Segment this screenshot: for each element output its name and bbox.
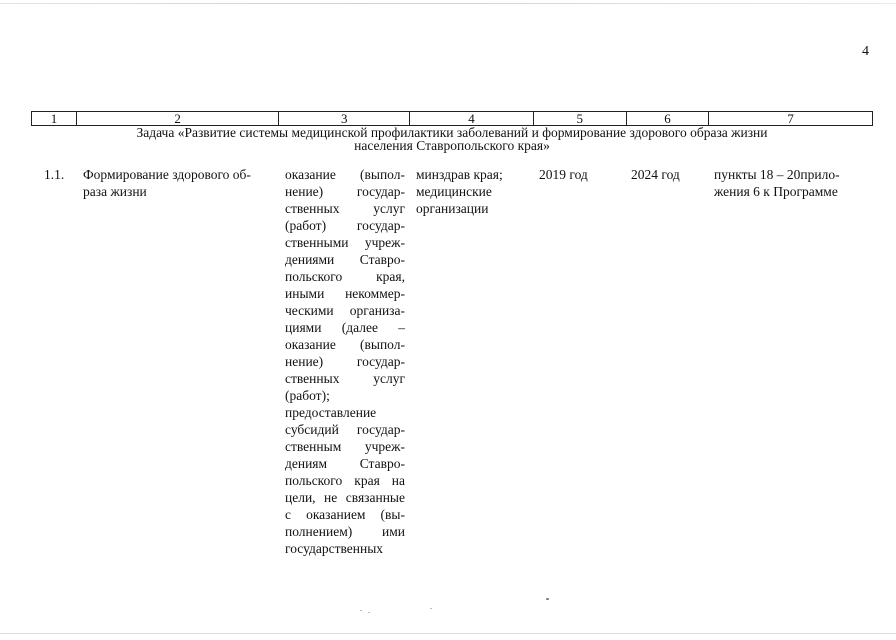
row-executor [416,166,520,217]
scan-speck [368,612,370,613]
header-cell-5: 5 [534,112,627,125]
row-name [83,166,275,200]
task-title-line-2: населения Ставропольского края» [354,138,550,153]
reference-line: пункты 18 – 20прило- [714,167,840,182]
description-line: оказание (выпол- [285,167,405,182]
row-description [285,166,405,557]
description-line: дениями Ставро- [285,252,405,267]
row-number: 1.1. [44,167,65,182]
scan-speck [360,610,362,611]
description-line: оказание (выпол- [285,337,405,352]
scan-speck [546,598,549,600]
description-line: иными некоммер- [285,286,405,301]
description-line: нение) государ- [285,184,405,199]
description-line: ственным учреж- [285,439,405,454]
description-line: субсидий государ- [285,422,405,437]
header-cell-3: 3 [279,112,410,125]
task-title [31,126,873,152]
description-line: ственных услуг [285,371,405,386]
row-name-line: Формирование здорового об- [83,167,251,182]
row-start-year: 2019 год [539,167,588,182]
description-line: цели, не связанные [285,490,405,505]
header-cell-6: 6 [627,112,710,125]
header-cell-1: 1 [32,112,77,125]
page-number: 4 [862,44,869,59]
scan-speck [430,608,432,609]
executor-line: медицинские [416,184,492,199]
scan-bottom-edge [0,633,896,634]
header-cell-7: 7 [787,111,794,126]
header-cell-2: 2 [77,112,280,125]
scan-top-edge [0,3,896,4]
description-line: циями (далее – [285,320,405,335]
description-line: дениям Ставро- [285,456,405,471]
row-name-line: раза жизни [83,184,147,199]
row-end-year: 2024 год [631,167,680,182]
description-line: государственных [285,541,384,556]
description-line: ственных услуг [285,201,405,216]
executor-line: организации [416,201,489,216]
description-line: предоставление [285,405,377,420]
reference-line: жения 6 к Программе [714,184,838,199]
description-line: ственными учреж- [285,235,405,250]
description-line: нение) государ- [285,354,405,369]
table-header-row [31,111,873,126]
row-reference [714,166,872,200]
task-title-line-1: Задача «Развитие системы медицинской профилактики заболеваний и формирование здорового образа жизни [136,125,768,140]
description-line: с оказанием (вы- [285,507,405,522]
description-line: польского края на [285,473,405,488]
description-line: ческими организа- [285,303,405,318]
description-line: (работ) государ- [285,218,405,233]
header-cell-4: 4 [410,112,534,125]
description-line: полнением) ими [285,524,405,539]
description-line: польского края, [285,269,405,284]
description-line: (работ); [285,388,330,403]
executor-line: минздрав края; [416,167,503,182]
